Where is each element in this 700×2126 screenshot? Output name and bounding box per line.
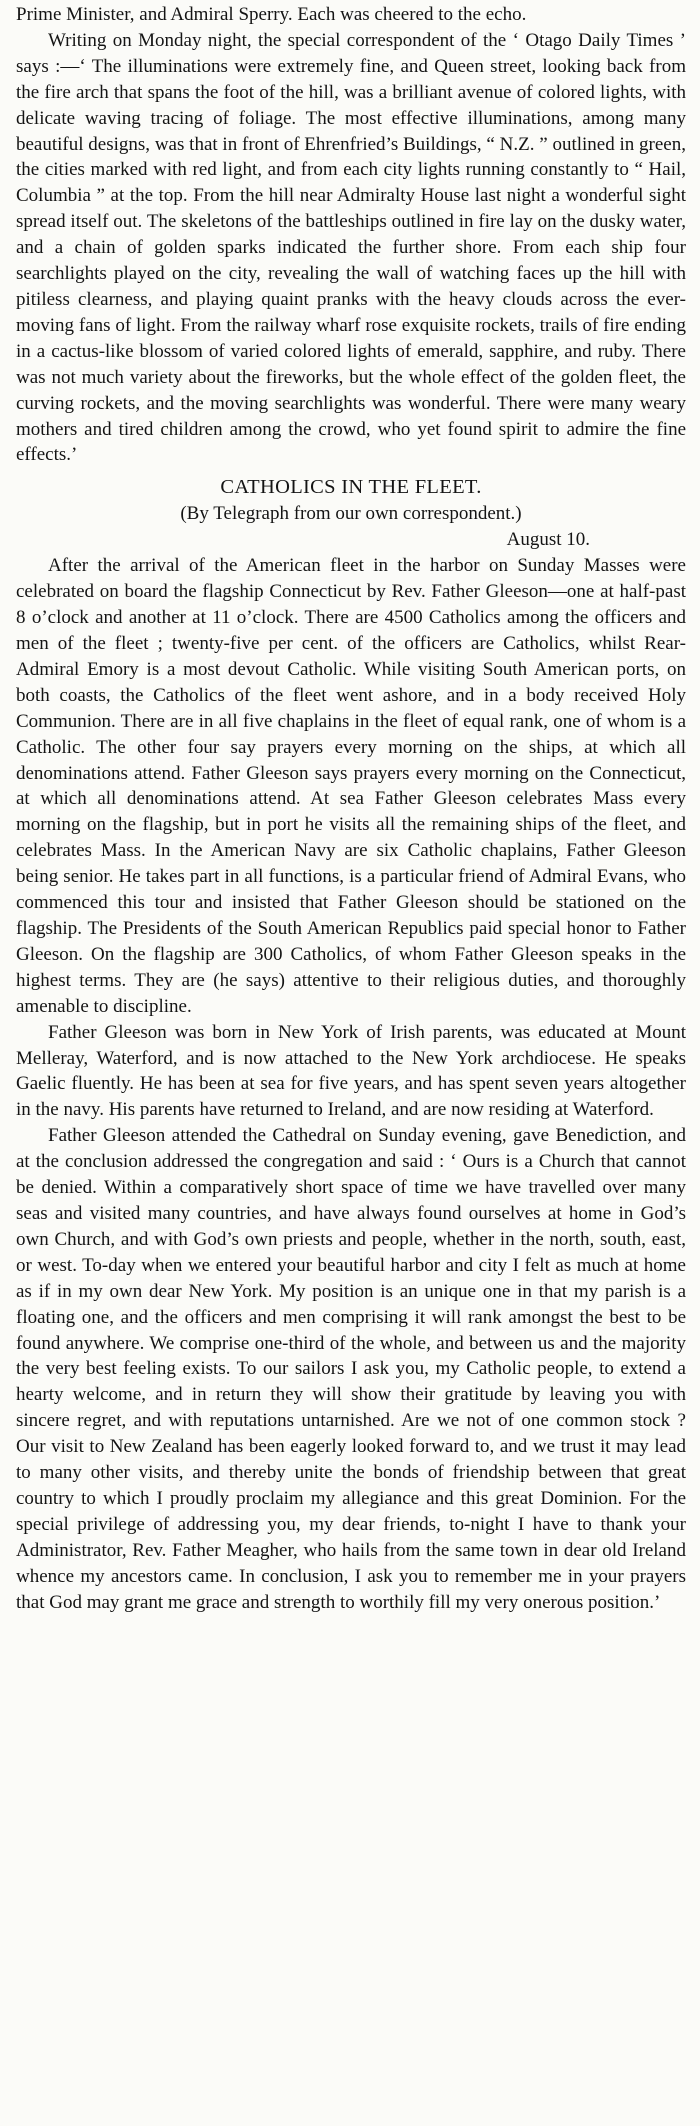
article-paragraph: After the arrival of the American fleet in the harbor on Sunday Masses were celebrated on board the flagship Connecticut by Rev. Father Gleeson—one at half-past 8 o’clock and another at 11 o’clock. There are 4500 Catholics among the officers and men of the fleet ; twenty-five per cent. of the officers are Catholics, whilst Rear-Admiral Emory is a most devout Catholic. While visiting South American ports, on both coasts, the Catholics of the fleet went ashore, and in a body received Holy Communion. There are in all five chaplains in the fleet of equal rank, one of whom is a Catholic. The other four say prayers every morning on the ships, at which all denominations attend. Father Gleeson says prayers every morning on the Connecticut, at which all denominations attend. At sea Father Gleeson celebrates Mass every morning on the flagship, but in port he visits all the remaining ships of the fleet, and celebrates Mass. In the American Navy are six Catholic chaplains, Father Gleeson being senior. He takes part in all functions, is a particular friend of Admiral Evans, who commenced this tour and insisted that Father Gleeson should be stationed on the flagship. The Presidents of the South American Republics paid special honor to Father Gleeson. On the flagship are 300 Catholics, of whom Father Gleeson speaks in the highest terms. They are (he says) attentive to their religious duties, and thoroughly amenable to discipline. xyxy=(16,555,686,1017)
article-dateline: August 10. xyxy=(506,529,590,551)
article-byline: (By Telegraph from our own correspondent.) xyxy=(180,503,522,525)
article-catholics-in-the-fleet xyxy=(16,474,686,1615)
article-paragraph: Father Gleeson attended the Cathedral on Sunday evening, gave Benediction, and at the conclusion addressed the congregation and said : ‘ Ours is a Church that cannot be denied. Within a comparatively short space of time we have travelled over many seas and visited many countries, and have always found ourselves at home in God’s own Church, and with God’s own priests and people, whether in the north, south, east, or west. To-day when we entered your beautiful harbor and city I felt as much at home as if in my own dear New York. My position is an unique one in that my parish is a floating one, and the officers and men comprising it will rank amongst the best to be found anywhere. We comprise one-third of the whole, and between us and the majority the very best feeling exists. To our sailors I ask you, my Catholic people, to extend a hearty welcome, and in return they will show their gratitude by leaving you with sincere regret, and with reputations untarnished. Are we not of one common stock ? Our visit to New Zealand has been eagerly looked forward to, and we trust it may lead to many other visits, and thereby unite the bonds of friendship between that great country to which I proudly proclaim my allegiance and this great Dominion. For the special privilege of addressing you, my dear friends, to-night I have to thank your Administrator, Rev. Father Meagher, who hails from the same town in dear old Ireland whence my ancestors came. In conclusion, I ask you to remember me in your prayers that God may grant me grace and strength to worthily fill my very onerous position.’ xyxy=(16,1125,686,1613)
article-paragraph: Father Gleeson was born in New York of Irish parents, was educated at Mount Melleray, Waterford, and is now attached to the New York archdiocese. He speaks Gaelic fluently. He has been at sea for five years, and has spent seven years altogether in the navy. His parents have returned to Ireland, and are now residing at Waterford. xyxy=(16,1021,686,1121)
opening-continuation: Prime Minister, and Admiral Sperry. Each was cheered to the echo. xyxy=(16,4,527,25)
otago-times-paragraph: Writing on Monday night, the special correspondent of the ‘ Otago Daily Times ’ says :—‘ The illuminations were extremely fine, and Queen street, looking back from the fire arch that spans the foot of the hill, was a brilliant avenue of colored lights, with delicate waving tracing of foliage. The most effective illuminations, among many beautiful designs, was that in front of Ehrenfried’s Buildings, “ N.Z. ” outlined in green, the cities marked with red light, and from each city lights running constantly to “ Hail, Columbia ” at the top. From the hill near Admiralty House last night a wonderful sight spread itself out. The skeletons of the battleships outlined in fire lay on the dusky water, and a chain of golden sparks indicated the further shore. From each ship four searchlights played on the city, revealing the wall of watching faces up the hill with pitiless clearness, and playing quaint pranks with the heavy clouds across the ever-moving fans of light. From the railway wharf rose exquisite rockets, trails of fire ending in a cactus-like blossom of varied colored lights of emerald, sapphire, and ruby. There was not much variety about the fireworks, but the whole effect of the golden fleet, the curving rockets, and the moving searchlights was wonderful. There were many weary mothers and tired children among the crowd, who yet found spirit to admire the fine effects.’ xyxy=(16,29,686,466)
article-headline: CATHOLICS IN THE FLEET. xyxy=(220,476,482,499)
